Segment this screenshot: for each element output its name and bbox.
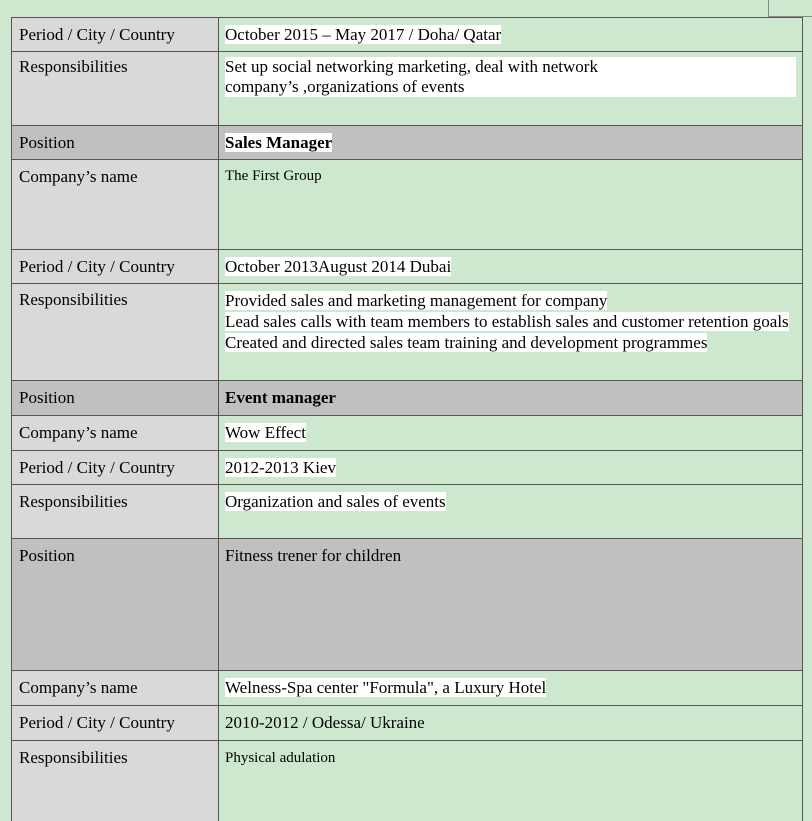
row-label: Period / City / Country [12, 250, 219, 284]
row-value [219, 52, 803, 126]
row-label: Company’s name [12, 160, 219, 250]
responsibility-line: Lead sales calls with team members to establish sales and customer retention goals [225, 312, 789, 331]
table-row [12, 741, 803, 821]
row-label: Period / City / Country [12, 18, 219, 52]
row-label: Responsibilities [12, 52, 219, 126]
row-value: The First Group [219, 160, 803, 250]
responsibility-value: Organization and sales of events [225, 492, 446, 511]
row-value [219, 671, 803, 706]
row-value: Physical adulation [219, 741, 803, 821]
responsibility-line: Provided sales and marketing management for company [225, 291, 608, 310]
experience-table [11, 17, 803, 821]
position-value: Sales Manager [225, 133, 333, 152]
table-row [12, 539, 803, 671]
row-label: Responsibilities [12, 741, 219, 821]
table-row [12, 18, 803, 52]
responsibility-line: company’s ,organizations of events [225, 77, 796, 97]
row-label: Period / City / Country [12, 706, 219, 741]
row-value: Fitness trener for children [219, 539, 803, 671]
responsibility-line: Created and directed sales team training and development programmes [225, 333, 708, 352]
row-label: Position [12, 539, 219, 671]
row-value [219, 416, 803, 451]
table-row [12, 671, 803, 706]
row-value [219, 250, 803, 284]
table-row [12, 52, 803, 126]
row-label: Position [12, 126, 219, 160]
table-row [12, 160, 803, 250]
top-margin [0, 0, 812, 17]
row-label: Period / City / Country [12, 451, 219, 485]
period-value: 2012-2013 Kiev [225, 458, 336, 477]
row-value: 2010-2012 / Odessa/ Ukraine [219, 706, 803, 741]
table-row [12, 485, 803, 539]
table-row [12, 250, 803, 284]
table-row [12, 706, 803, 741]
row-value [219, 126, 803, 160]
row-value [219, 485, 803, 539]
table-row [12, 451, 803, 485]
table-row [12, 416, 803, 451]
company-value: Wow Effect [225, 423, 306, 442]
period-value: October 2013August 2014 Dubai [225, 257, 452, 276]
row-value [219, 451, 803, 485]
row-label: Responsibilities [12, 284, 219, 381]
page-corner-mark [768, 0, 812, 17]
table-row [12, 284, 803, 381]
table-row [12, 381, 803, 416]
row-label: Company’s name [12, 671, 219, 706]
row-label: Company’s name [12, 416, 219, 451]
responsibility-line: Set up social networking marketing, deal with network [225, 57, 796, 77]
row-label: Position [12, 381, 219, 416]
table-row [12, 126, 803, 160]
row-value: Event manager [219, 381, 803, 416]
company-value: Welness-Spa center "Formula", a Luxury Hotel [225, 678, 547, 697]
row-value [219, 284, 803, 381]
row-value [219, 18, 803, 52]
period-value: October 2015 – May 2017 / Doha/ Qatar [225, 25, 502, 44]
row-label: Responsibilities [12, 485, 219, 539]
